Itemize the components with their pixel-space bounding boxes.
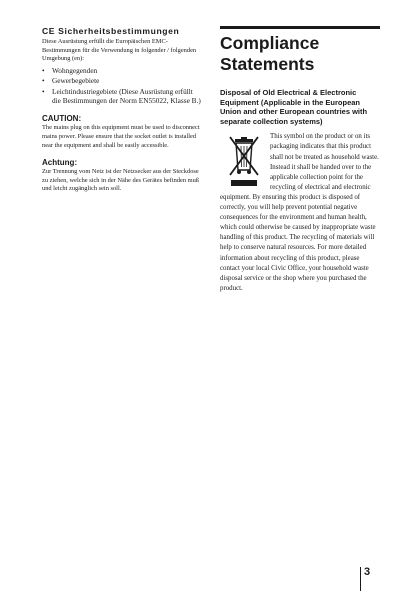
environment-list bbox=[42, 66, 202, 106]
disposal-body: This symbol on the product or on its packaging indicates that this product shall not be treated as household waste. Instead it shall be handed over to the applicable collection point for the recycling of electrical and electronic equipment. By ensuring this product is disposed of correctly, you will help prevent potential negative consequences for the environment and human health, which could otherwise be caused by inappropriate waste handling of this product. The recycling of materials will help to conserve natural resources. For more detailed information about recycling of this product, please contact your local Civic Office, your household waste disposal service or the shop where you purchased the product. bbox=[220, 133, 379, 292]
list-item: • Leichtindustriegebiete (Diese Ausrüstung erfüllt die Bestimmungen der Norm EN55022, Klasse B.) bbox=[42, 86, 201, 105]
caution-heading: CAUTION: bbox=[42, 114, 82, 124]
page-title: Compliance Statements bbox=[220, 33, 320, 74]
caution-text: The mains plug on this equipment must be used to disconnect mains power. Please ensure that the socket outlet is installed near the equipment and shall be easily accessible. bbox=[42, 124, 200, 149]
achtung-text: Zur Trennung vom Netz ist der Netzsecker aus der Steckdose zu ziehen, welche sich in der Nähe des Gerätes befinden muß und leicht zugänglich sein soll. bbox=[42, 168, 200, 193]
disposal-section bbox=[220, 132, 380, 294]
page-number-rule bbox=[360, 567, 361, 591]
list-item: • Gewerbegebiete bbox=[42, 76, 100, 86]
left-column bbox=[42, 26, 202, 194]
ce-safety-title: CE Sicherheitsbestimmungen bbox=[42, 26, 180, 36]
disposal-heading: Disposal of Old Electrical & Electronic Equipment (Applicable in the European Union and other European countries with separate collection systems) bbox=[220, 88, 368, 126]
ce-intro-text: Diese Ausrüstung erfüllt die Europäischen EMC-Bestimmungen für die Verwendung in folgender / folgenden Umgebung (en): bbox=[42, 38, 197, 63]
right-column bbox=[220, 26, 380, 294]
page-number: 3 bbox=[364, 566, 371, 578]
achtung-heading: Achtung: bbox=[42, 158, 78, 168]
crossed-out-wheelie-bin-icon bbox=[225, 134, 263, 190]
list-item: • Wohngegenden bbox=[42, 65, 98, 75]
title-rule bbox=[220, 26, 380, 29]
